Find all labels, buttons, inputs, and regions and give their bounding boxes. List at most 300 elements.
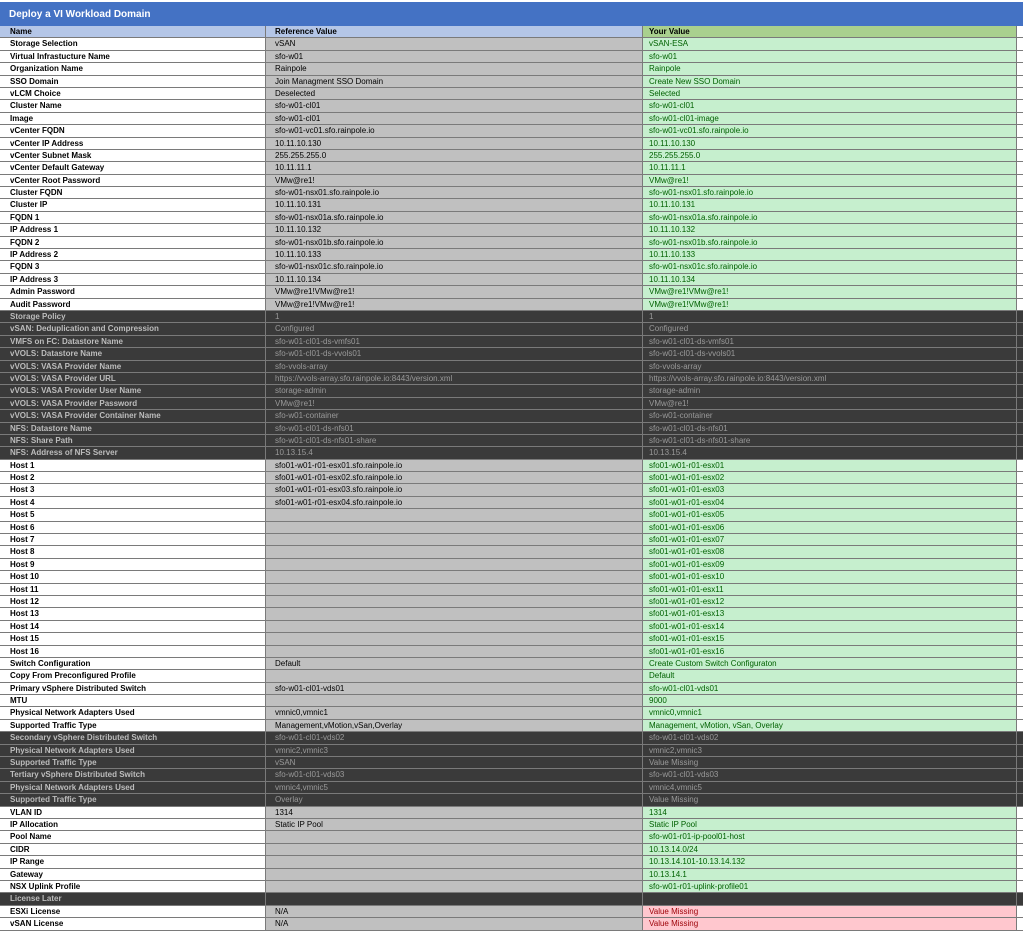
reference-value-cell[interactable]: 10.11.10.131 xyxy=(266,199,643,210)
table-row xyxy=(0,869,1023,881)
reference-value-cell[interactable]: 10.11.10.132 xyxy=(266,224,643,235)
row-name-cell[interactable]: Tertiary vSphere Distributed Switch xyxy=(0,769,266,780)
reference-value-cell[interactable]: sfo-w01-cl01-ds-nfs01-share xyxy=(266,435,643,446)
row-name-cell[interactable]: Secondary vSphere Distributed Switch xyxy=(0,732,266,743)
row-name-cell[interactable]: Host 6 xyxy=(0,522,266,533)
reference-value-cell[interactable]: 255.255.255.0 xyxy=(266,150,643,161)
row-name-cell[interactable]: IP Address 1 xyxy=(0,224,266,235)
reference-value-cell[interactable]: sfo-w01-cl01-vds01 xyxy=(266,683,643,694)
reference-value-cell[interactable] xyxy=(266,621,643,632)
row-name-cell[interactable]: Host 10 xyxy=(0,571,266,582)
table-row xyxy=(0,608,1023,620)
row-name-cell[interactable]: Cluster IP xyxy=(0,199,266,210)
row-name-cell[interactable]: Host 8 xyxy=(0,546,266,557)
your-value-cell[interactable]: sfo01-w01-r01-esx11 xyxy=(643,584,1017,595)
row-filler xyxy=(1017,509,1023,520)
row-filler xyxy=(1017,138,1023,149)
your-value-cell[interactable]: sfo-w01-cl01 xyxy=(643,100,1017,111)
your-value-cell-missing[interactable]: Value Missing xyxy=(643,906,1017,917)
reference-value-cell[interactable]: N/A xyxy=(266,906,643,917)
table-row xyxy=(0,51,1023,63)
table-row xyxy=(0,261,1023,273)
table-row xyxy=(0,695,1023,707)
table-row xyxy=(0,361,1023,373)
row-filler xyxy=(1017,435,1023,446)
reference-value-cell[interactable]: 10.11.10.134 xyxy=(266,274,643,285)
your-value-cell[interactable]: sfo01-w01-r01-esx10 xyxy=(643,571,1017,582)
row-filler xyxy=(1017,286,1023,297)
reference-value-cell[interactable] xyxy=(266,596,643,607)
row-name-cell[interactable]: Supported Traffic Type xyxy=(0,757,266,768)
row-name-cell[interactable]: vSAN License xyxy=(0,918,266,929)
reference-value-cell[interactable]: 10.11.10.133 xyxy=(266,249,643,260)
reference-value-cell[interactable]: VMw@re1!VMw@re1! xyxy=(266,286,643,297)
row-name-cell[interactable]: Host 7 xyxy=(0,534,266,545)
your-value-cell[interactable]: sfo01-w01-r01-esx07 xyxy=(643,534,1017,545)
reference-value-cell[interactable]: Overlay xyxy=(266,794,643,805)
reference-value-cell[interactable] xyxy=(266,646,643,657)
table-row xyxy=(0,113,1023,125)
row-name-cell[interactable]: Host 9 xyxy=(0,559,266,570)
row-name-cell[interactable]: VLAN ID xyxy=(0,807,266,818)
row-name-cell[interactable]: Switch Configuration xyxy=(0,658,266,669)
row-filler xyxy=(1017,187,1023,198)
table-row xyxy=(0,76,1023,88)
row-name-cell[interactable]: Host 16 xyxy=(0,646,266,657)
your-value-cell[interactable]: sfo01-w01-r01-esx12 xyxy=(643,596,1017,607)
row-filler xyxy=(1017,881,1023,892)
row-name-cell[interactable]: Organization Name xyxy=(0,63,266,74)
reference-value-cell[interactable]: Rainpole xyxy=(266,63,643,74)
reference-value-cell[interactable] xyxy=(266,670,643,681)
reference-value-cell[interactable] xyxy=(266,633,643,644)
row-filler xyxy=(1017,162,1023,173)
reference-value-cell[interactable]: Static IP Pool xyxy=(266,819,643,830)
row-name-cell[interactable]: CIDR xyxy=(0,844,266,855)
table-row xyxy=(0,509,1023,521)
row-name-cell[interactable]: MTU xyxy=(0,695,266,706)
your-value-cell[interactable]: sfo-w01-cl01-ds-nfs01 xyxy=(643,423,1017,434)
table-row xyxy=(0,299,1023,311)
your-value-cell[interactable]: Static IP Pool xyxy=(643,819,1017,830)
reference-value-cell[interactable]: Default xyxy=(266,658,643,669)
row-filler xyxy=(1017,906,1023,917)
reference-value-cell[interactable]: sfo-vvols-array xyxy=(266,361,643,372)
row-name-cell[interactable]: NFS: Address of NFS Server xyxy=(0,447,266,458)
reference-value-cell[interactable]: N/A xyxy=(266,918,643,929)
reference-value-cell[interactable] xyxy=(266,869,643,880)
title-bar xyxy=(0,2,1023,26)
row-filler xyxy=(1017,534,1023,545)
your-value-cell[interactable]: Management, vMotion, vSan, Overlay xyxy=(643,720,1017,731)
row-name-cell[interactable]: NFS: Datastore Name xyxy=(0,423,266,434)
reference-value-cell[interactable]: 1314 xyxy=(266,807,643,818)
row-name-cell[interactable]: Storage Selection xyxy=(0,38,266,49)
row-filler xyxy=(1017,831,1023,842)
config-table xyxy=(0,26,1023,931)
your-value-cell[interactable]: sfo-w01-cl01-vds02 xyxy=(643,732,1017,743)
your-value-cell[interactable]: sfo01-w01-r01-esx05 xyxy=(643,509,1017,520)
reference-value-cell[interactable]: sfo-w01-nsx01b.sfo.rainpole.io xyxy=(266,237,643,248)
your-value-cell[interactable]: sfo-w01-container xyxy=(643,410,1017,421)
your-value-cell[interactable]: sfo-w01-cl01-vds03 xyxy=(643,769,1017,780)
row-name-cell[interactable]: vVOLS: VASA Provider User Name xyxy=(0,385,266,396)
row-filler xyxy=(1017,844,1023,855)
row-filler xyxy=(1017,584,1023,595)
your-value-cell[interactable] xyxy=(643,893,1017,904)
row-name-cell[interactable]: Supported Traffic Type xyxy=(0,794,266,805)
reference-value-cell[interactable] xyxy=(266,534,643,545)
your-value-cell[interactable]: sfo-w01-cl01-vds01 xyxy=(643,683,1017,694)
row-filler xyxy=(1017,150,1023,161)
row-name-cell[interactable]: Host 1 xyxy=(0,460,266,471)
your-value-cell[interactable]: 10.11.10.133 xyxy=(643,249,1017,260)
row-filler xyxy=(1017,212,1023,223)
your-value-cell[interactable]: 10.11.10.131 xyxy=(643,199,1017,210)
reference-value-cell[interactable]: Deselected xyxy=(266,88,643,99)
header-your-value[interactable]: Your Value xyxy=(643,26,1017,37)
reference-value-cell[interactable]: sfo-w01-nsx01a.sfo.rainpole.io xyxy=(266,212,643,223)
reference-value-cell[interactable]: sfo-w01-nsx01.sfo.rainpole.io xyxy=(266,187,643,198)
row-name-cell[interactable]: vVOLS: VASA Provider Container Name xyxy=(0,410,266,421)
your-value-cell[interactable]: 9000 xyxy=(643,695,1017,706)
row-name-cell[interactable]: Supported Traffic Type xyxy=(0,720,266,731)
your-value-cell[interactable]: sfo-w01-r01-ip-pool01-host xyxy=(643,831,1017,842)
your-value-cell[interactable]: sfo-w01-vc01.sfo.rainpole.io xyxy=(643,125,1017,136)
row-filler xyxy=(1017,596,1023,607)
reference-value-cell[interactable] xyxy=(266,584,643,595)
row-name-cell[interactable]: IP Range xyxy=(0,856,266,867)
your-value-cell[interactable]: Create Custom Switch Configuraton xyxy=(643,658,1017,669)
row-filler xyxy=(1017,224,1023,235)
your-value-cell[interactable]: sfo01-w01-r01-esx08 xyxy=(643,546,1017,557)
row-name-cell[interactable]: Cluster FQDN xyxy=(0,187,266,198)
row-name-cell[interactable]: Host 5 xyxy=(0,509,266,520)
your-value-cell[interactable]: 10.13.14.101-10.13.14.132 xyxy=(643,856,1017,867)
table-row xyxy=(0,633,1023,645)
row-name-cell[interactable]: Host 11 xyxy=(0,584,266,595)
row-filler xyxy=(1017,460,1023,471)
row-filler xyxy=(1017,336,1023,347)
reference-value-cell[interactable]: sfo01-w01-r01-esx03.sfo.rainpole.io xyxy=(266,484,643,495)
row-name-cell[interactable]: vVOLS: VASA Provider URL xyxy=(0,373,266,384)
row-filler xyxy=(1017,410,1023,421)
your-value-cell[interactable]: VMw@re1! xyxy=(643,398,1017,409)
reference-value-cell[interactable] xyxy=(266,831,643,842)
row-name-cell[interactable]: Host 2 xyxy=(0,472,266,483)
row-filler xyxy=(1017,323,1023,334)
your-value-cell[interactable]: sfo01-w01-r01-esx14 xyxy=(643,621,1017,632)
row-name-cell[interactable]: NFS: Share Path xyxy=(0,435,266,446)
table-row xyxy=(0,658,1023,670)
row-filler xyxy=(1017,794,1023,805)
your-value-cell-missing[interactable]: Value Missing xyxy=(643,918,1017,929)
your-value-cell[interactable]: https://vvols-array.sfo.rainpole.io:8443/version.xml xyxy=(643,373,1017,384)
your-value-cell[interactable]: 10.11.10.134 xyxy=(643,274,1017,285)
row-name-cell[interactable]: SSO Domain xyxy=(0,76,266,87)
table-row xyxy=(0,175,1023,187)
reference-value-cell[interactable]: sfo-w01-cl01-ds-vmfs01 xyxy=(266,336,643,347)
table-row xyxy=(0,249,1023,261)
reference-value-cell[interactable] xyxy=(266,571,643,582)
table-row xyxy=(0,398,1023,410)
your-value-cell[interactable]: sfo-w01-r01-uplink-profile01 xyxy=(643,881,1017,892)
your-value-cell[interactable]: storage-admin xyxy=(643,385,1017,396)
your-value-cell[interactable]: sfo-w01-cl01-ds-vvols01 xyxy=(643,348,1017,359)
your-value-cell[interactable]: Default xyxy=(643,670,1017,681)
your-value-cell[interactable]: 10.13.14.1 xyxy=(643,869,1017,880)
table-row xyxy=(0,782,1023,794)
row-name-cell[interactable]: FQDN 1 xyxy=(0,212,266,223)
row-name-cell[interactable]: Gateway xyxy=(0,869,266,880)
row-name-cell[interactable]: Host 4 xyxy=(0,497,266,508)
reference-value-cell[interactable]: vmnic4,vmnic5 xyxy=(266,782,643,793)
row-name-cell[interactable]: vCenter Root Password xyxy=(0,175,266,186)
reference-value-cell[interactable] xyxy=(266,695,643,706)
reference-value-cell[interactable]: VMw@re1!VMw@re1! xyxy=(266,299,643,310)
your-value-cell[interactable]: sfo-w01 xyxy=(643,51,1017,62)
row-filler xyxy=(1017,125,1023,136)
row-name-cell[interactable]: Virtual Infrastucture Name xyxy=(0,51,266,62)
your-value-cell[interactable]: vmnic4,vmnic5 xyxy=(643,782,1017,793)
row-name-cell[interactable]: Physical Network Adapters Used xyxy=(0,745,266,756)
reference-value-cell[interactable]: sfo-w01-cl01-vds02 xyxy=(266,732,643,743)
row-filler xyxy=(1017,782,1023,793)
row-filler xyxy=(1017,893,1023,904)
row-name-cell[interactable]: Physical Network Adapters Used xyxy=(0,782,266,793)
your-value-cell[interactable]: sfo01-w01-r01-esx02 xyxy=(643,472,1017,483)
row-filler xyxy=(1017,472,1023,483)
reference-value-cell[interactable]: sfo-w01 xyxy=(266,51,643,62)
row-name-cell[interactable]: vVOLS: Datastore Name xyxy=(0,348,266,359)
row-name-cell[interactable]: FQDN 3 xyxy=(0,261,266,272)
row-name-cell[interactable]: vCenter IP Address xyxy=(0,138,266,149)
table-row xyxy=(0,100,1023,112)
table-row xyxy=(0,63,1023,75)
table-row xyxy=(0,831,1023,843)
reference-value-cell[interactable]: sfo-w01-vc01.sfo.rainpole.io xyxy=(266,125,643,136)
row-name-cell[interactable]: IP Address 2 xyxy=(0,249,266,260)
reference-value-cell[interactable]: 10.13.15.4 xyxy=(266,447,643,458)
reference-value-cell[interactable] xyxy=(266,856,643,867)
table-row xyxy=(0,460,1023,472)
your-value-cell[interactable]: VMw@re1!VMw@re1! xyxy=(643,286,1017,297)
your-value-cell[interactable]: 10.11.10.130 xyxy=(643,138,1017,149)
reference-value-cell[interactable]: Join Managment SSO Domain xyxy=(266,76,643,87)
table-row xyxy=(0,893,1023,905)
reference-value-cell[interactable]: VMw@re1! xyxy=(266,398,643,409)
row-filler xyxy=(1017,695,1023,706)
row-name-cell[interactable]: IP Allocation xyxy=(0,819,266,830)
reference-value-cell[interactable]: vSAN xyxy=(266,38,643,49)
row-name-cell[interactable]: vVOLS: VASA Provider Name xyxy=(0,361,266,372)
your-value-cell[interactable]: Create New SSO Domain xyxy=(643,76,1017,87)
table-row xyxy=(0,844,1023,856)
row-name-cell[interactable]: Admin Password xyxy=(0,286,266,297)
row-name-cell[interactable]: vSAN: Deduplication and Compression xyxy=(0,323,266,334)
row-name-cell[interactable]: Audit Password xyxy=(0,299,266,310)
row-name-cell[interactable]: Host 3 xyxy=(0,484,266,495)
your-value-cell[interactable]: Selected xyxy=(643,88,1017,99)
your-value-cell[interactable]: 10.13.15.4 xyxy=(643,447,1017,458)
row-name-cell[interactable]: Storage Policy xyxy=(0,311,266,322)
row-filler xyxy=(1017,683,1023,694)
row-name-cell[interactable]: Image xyxy=(0,113,266,124)
your-value-cell[interactable]: sfo01-w01-r01-esx06 xyxy=(643,522,1017,533)
your-value-cell[interactable]: 1314 xyxy=(643,807,1017,818)
row-name-cell[interactable]: vLCM Choice xyxy=(0,88,266,99)
your-value-cell[interactable]: sfo01-w01-r01-esx04 xyxy=(643,497,1017,508)
reference-value-cell[interactable]: sfo-w01-cl01-ds-nfs01 xyxy=(266,423,643,434)
row-name-cell[interactable]: Host 14 xyxy=(0,621,266,632)
row-name-cell[interactable]: vCenter Subnet Mask xyxy=(0,150,266,161)
row-name-cell[interactable]: vCenter Default Gateway xyxy=(0,162,266,173)
your-value-cell[interactable]: VMw@re1!VMw@re1! xyxy=(643,299,1017,310)
table-row xyxy=(0,410,1023,422)
your-value-cell[interactable]: sfo-w01-nsx01b.sfo.rainpole.io xyxy=(643,237,1017,248)
reference-value-cell[interactable]: sfo-w01-nsx01c.sfo.rainpole.io xyxy=(266,261,643,272)
your-value-cell[interactable]: sfo-w01-cl01-image xyxy=(643,113,1017,124)
reference-value-cell[interactable]: sfo01-w01-r01-esx04.sfo.rainpole.io xyxy=(266,497,643,508)
table-row xyxy=(0,596,1023,608)
your-value-cell[interactable]: sfo01-w01-r01-esx13 xyxy=(643,608,1017,619)
table-row xyxy=(0,385,1023,397)
table-row xyxy=(0,125,1023,137)
your-value-cell[interactable]: vmnic2,vmnic3 xyxy=(643,745,1017,756)
your-value-cell[interactable]: sfo-w01-nsx01a.sfo.rainpole.io xyxy=(643,212,1017,223)
reference-value-cell[interactable]: 10.11.11.1 xyxy=(266,162,643,173)
table-row xyxy=(0,88,1023,100)
reference-value-cell[interactable] xyxy=(266,509,643,520)
row-name-cell[interactable]: License Later xyxy=(0,893,266,904)
reference-value-cell[interactable]: sfo-w01-cl01 xyxy=(266,113,643,124)
reference-value-cell[interactable] xyxy=(266,881,643,892)
reference-value-cell[interactable]: VMw@re1! xyxy=(266,175,643,186)
row-filler xyxy=(1017,423,1023,434)
your-value-cell[interactable]: sfo01-w01-r01-esx03 xyxy=(643,484,1017,495)
table-row xyxy=(0,199,1023,211)
table-row xyxy=(0,807,1023,819)
row-filler xyxy=(1017,348,1023,359)
table-row xyxy=(0,881,1023,893)
reference-value-cell[interactable]: vmnic0,vmnic1 xyxy=(266,707,643,718)
row-filler xyxy=(1017,745,1023,756)
row-filler xyxy=(1017,670,1023,681)
your-value-cell[interactable]: sfo01-w01-r01-esx01 xyxy=(643,460,1017,471)
table-row xyxy=(0,856,1023,868)
row-name-cell[interactable]: ESXi License xyxy=(0,906,266,917)
reference-value-cell[interactable]: sfo01-w01-r01-esx02.sfo.rainpole.io xyxy=(266,472,643,483)
table-row xyxy=(0,819,1023,831)
reference-value-cell[interactable] xyxy=(266,546,643,557)
table-row xyxy=(0,720,1023,732)
row-name-cell[interactable]: Copy From Preconfigured Profile xyxy=(0,670,266,681)
your-value-cell[interactable]: Rainpole xyxy=(643,63,1017,74)
your-value-cell[interactable]: 10.11.10.132 xyxy=(643,224,1017,235)
reference-value-cell[interactable]: https://vvols-array.sfo.rainpole.io:8443/version.xml xyxy=(266,373,643,384)
row-filler xyxy=(1017,819,1023,830)
your-value-cell[interactable]: 255.255.255.0 xyxy=(643,150,1017,161)
row-name-cell[interactable]: IP Address 3 xyxy=(0,274,266,285)
row-filler xyxy=(1017,274,1023,285)
row-filler xyxy=(1017,769,1023,780)
reference-value-cell[interactable]: vmnic2,vmnic3 xyxy=(266,745,643,756)
row-filler xyxy=(1017,497,1023,508)
reference-value-cell[interactable]: sfo-w01-cl01-ds-vvols01 xyxy=(266,348,643,359)
your-value-cell[interactable]: Value Missing xyxy=(643,794,1017,805)
your-value-cell[interactable]: vSAN-ESA xyxy=(643,38,1017,49)
your-value-cell[interactable]: Configured xyxy=(643,323,1017,334)
row-name-cell[interactable]: Host 12 xyxy=(0,596,266,607)
your-value-cell[interactable]: sfo01-w01-r01-esx09 xyxy=(643,559,1017,570)
your-value-cell[interactable]: sfo-w01-cl01-ds-nfs01-share xyxy=(643,435,1017,446)
row-filler xyxy=(1017,856,1023,867)
your-value-cell[interactable]: sfo-w01-nsx01c.sfo.rainpole.io xyxy=(643,261,1017,272)
row-name-cell[interactable]: Primary vSphere Distributed Switch xyxy=(0,683,266,694)
reference-value-cell[interactable] xyxy=(266,559,643,570)
row-name-cell[interactable]: Host 15 xyxy=(0,633,266,644)
row-name-cell[interactable]: VMFS on FC: Datastore Name xyxy=(0,336,266,347)
reference-value-cell[interactable]: storage-admin xyxy=(266,385,643,396)
table-row xyxy=(0,224,1023,236)
row-filler xyxy=(1017,484,1023,495)
reference-value-cell[interactable] xyxy=(266,893,643,904)
reference-value-cell[interactable] xyxy=(266,608,643,619)
reference-value-cell[interactable]: sfo-w01-container xyxy=(266,410,643,421)
row-name-cell[interactable]: Cluster Name xyxy=(0,100,266,111)
header-filler xyxy=(1017,26,1023,37)
reference-value-cell[interactable]: Management,vMotion,vSan,Overlay xyxy=(266,720,643,731)
row-filler xyxy=(1017,249,1023,260)
your-value-cell[interactable]: sfo01-w01-r01-esx15 xyxy=(643,633,1017,644)
table-row xyxy=(0,571,1023,583)
your-value-cell[interactable]: vmnic0,vmnic1 xyxy=(643,707,1017,718)
row-name-cell[interactable]: vVOLS: VASA Provider Password xyxy=(0,398,266,409)
reference-value-cell[interactable]: 10.11.10.130 xyxy=(266,138,643,149)
row-name-cell[interactable]: NSX Uplink Profile xyxy=(0,881,266,892)
your-value-cell[interactable]: Value Missing xyxy=(643,757,1017,768)
your-value-cell[interactable]: sfo-vvols-array xyxy=(643,361,1017,372)
row-filler xyxy=(1017,732,1023,743)
table-row xyxy=(0,522,1023,534)
your-value-cell[interactable]: VMw@re1! xyxy=(643,175,1017,186)
reference-value-cell[interactable]: sfo-w01-cl01-vds03 xyxy=(266,769,643,780)
table-row xyxy=(0,646,1023,658)
row-name-cell[interactable]: Pool Name xyxy=(0,831,266,842)
header-reference-value[interactable]: Reference Value xyxy=(266,26,643,37)
row-name-cell[interactable]: FQDN 2 xyxy=(0,237,266,248)
your-value-cell[interactable]: sfo-w01-nsx01.sfo.rainpole.io xyxy=(643,187,1017,198)
your-value-cell[interactable]: sfo-w01-cl01-ds-vmfs01 xyxy=(643,336,1017,347)
reference-value-cell[interactable]: vSAN xyxy=(266,757,643,768)
header-name[interactable]: Name xyxy=(0,26,266,37)
your-value-cell[interactable]: 10.13.14.0/24 xyxy=(643,844,1017,855)
reference-value-cell[interactable]: 1 xyxy=(266,311,643,322)
reference-value-cell[interactable] xyxy=(266,522,643,533)
reference-value-cell[interactable]: sfo01-w01-r01-esx01.sfo.rainpole.io xyxy=(266,460,643,471)
reference-value-cell[interactable]: sfo-w01-cl01 xyxy=(266,100,643,111)
reference-value-cell[interactable]: Configured xyxy=(266,323,643,334)
your-value-cell[interactable]: 1 xyxy=(643,311,1017,322)
reference-value-cell[interactable] xyxy=(266,844,643,855)
row-name-cell[interactable]: Host 13 xyxy=(0,608,266,619)
row-name-cell[interactable]: Physical Network Adapters Used xyxy=(0,707,266,718)
your-value-cell[interactable]: sfo01-w01-r01-esx16 xyxy=(643,646,1017,657)
row-filler xyxy=(1017,385,1023,396)
your-value-cell[interactable]: 10.11.11.1 xyxy=(643,162,1017,173)
row-name-cell[interactable]: vCenter FQDN xyxy=(0,125,266,136)
table-row xyxy=(0,138,1023,150)
